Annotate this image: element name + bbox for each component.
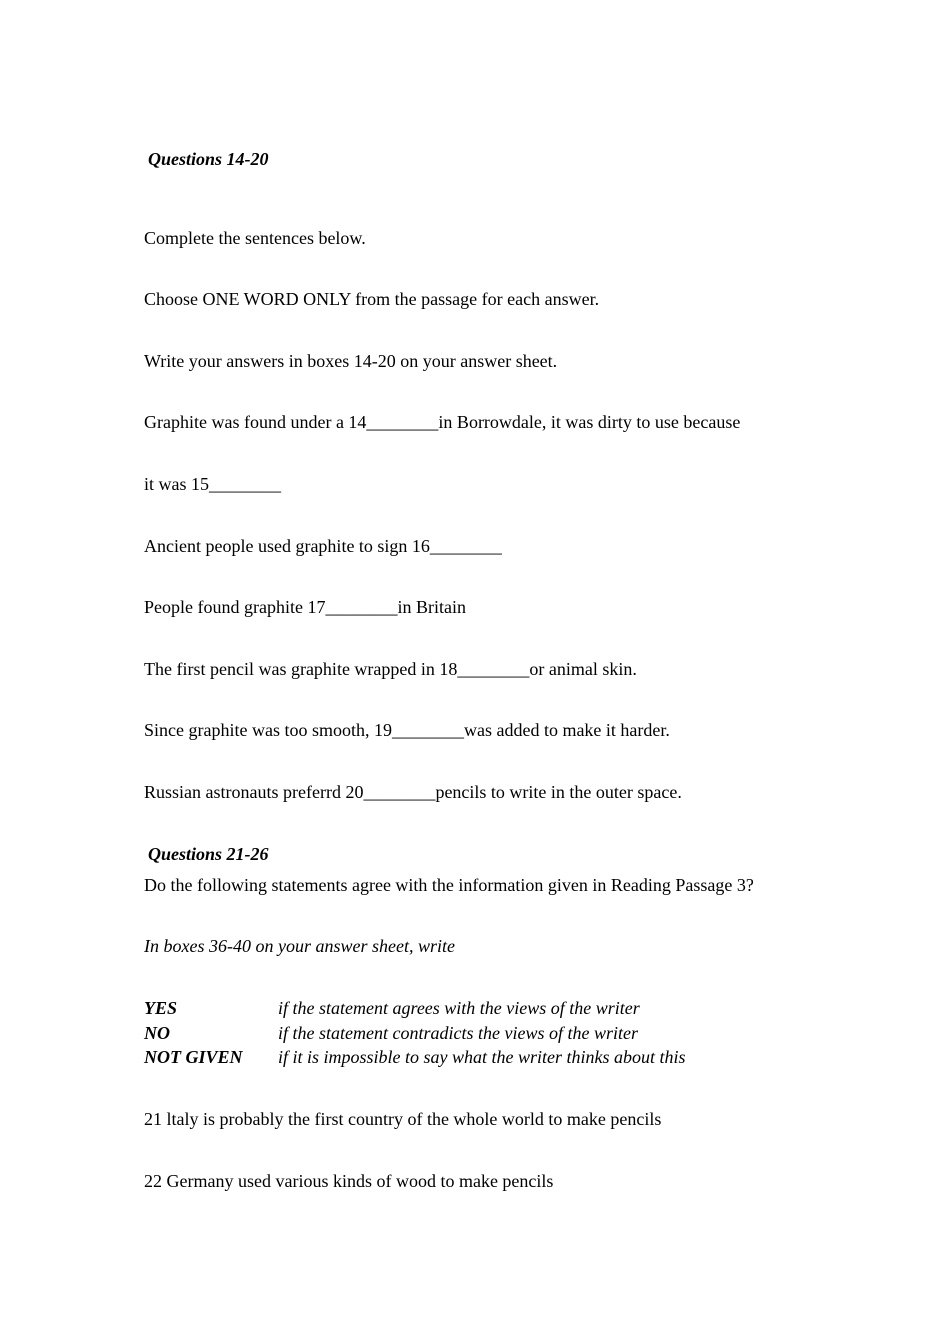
sentence-19: Since graphite was too smooth, 19________was added to make it harder. [144,720,670,740]
legend-meaning: if the statement contradicts the views of the writer [278,1023,638,1043]
legend-key: YES [144,998,178,1018]
legend-meaning: if the statement agrees with the views of the writer [278,998,640,1018]
section1-instruction-complete: Complete the sentences below. [144,228,366,248]
legend-key: NO [144,1023,170,1043]
sentence-16: Ancient people used graphite to sign 16________ [144,536,502,556]
sentence-20: Russian astronauts preferrd 20________pencils to write in the outer space. [144,782,682,802]
section1-heading: Questions 14-20 [148,149,269,169]
sentence-18: The first pencil was graphite wrapped in 18________or animal skin. [144,659,637,679]
legend-meaning: if it is impossible to say what the writer thinks about this [278,1047,686,1067]
legend-row-yes [144,997,640,1019]
sentence-15: it was 15________ [144,474,281,494]
section1-instruction-choose: Choose ONE WORD ONLY from the passage for each answer. [144,289,600,309]
section2-heading: Questions 21-26 [148,844,269,864]
section1-instruction-write: Write your answers in boxes 14-20 on your answer sheet. [144,351,558,371]
statement-21: 21 ltaly is probably the first country of the whole world to make pencils [144,1109,662,1129]
sentence-17: People found graphite 17________in Britain [144,597,466,617]
sentence-14: Graphite was found under a 14________in Borrowdale, it was dirty to use because [144,412,741,432]
legend-row-not-given [144,1046,686,1068]
section2-instruction-agree: Do the following statements agree with the information given in Reading Passage 3? [144,875,754,895]
legend-key: NOT GIVEN [144,1047,243,1067]
section2-instruction-boxes: In boxes 36-40 on your answer sheet, write [144,936,455,956]
statement-22: 22 Germany used various kinds of wood to make pencils [144,1171,554,1191]
legend-row-no [144,1022,638,1044]
